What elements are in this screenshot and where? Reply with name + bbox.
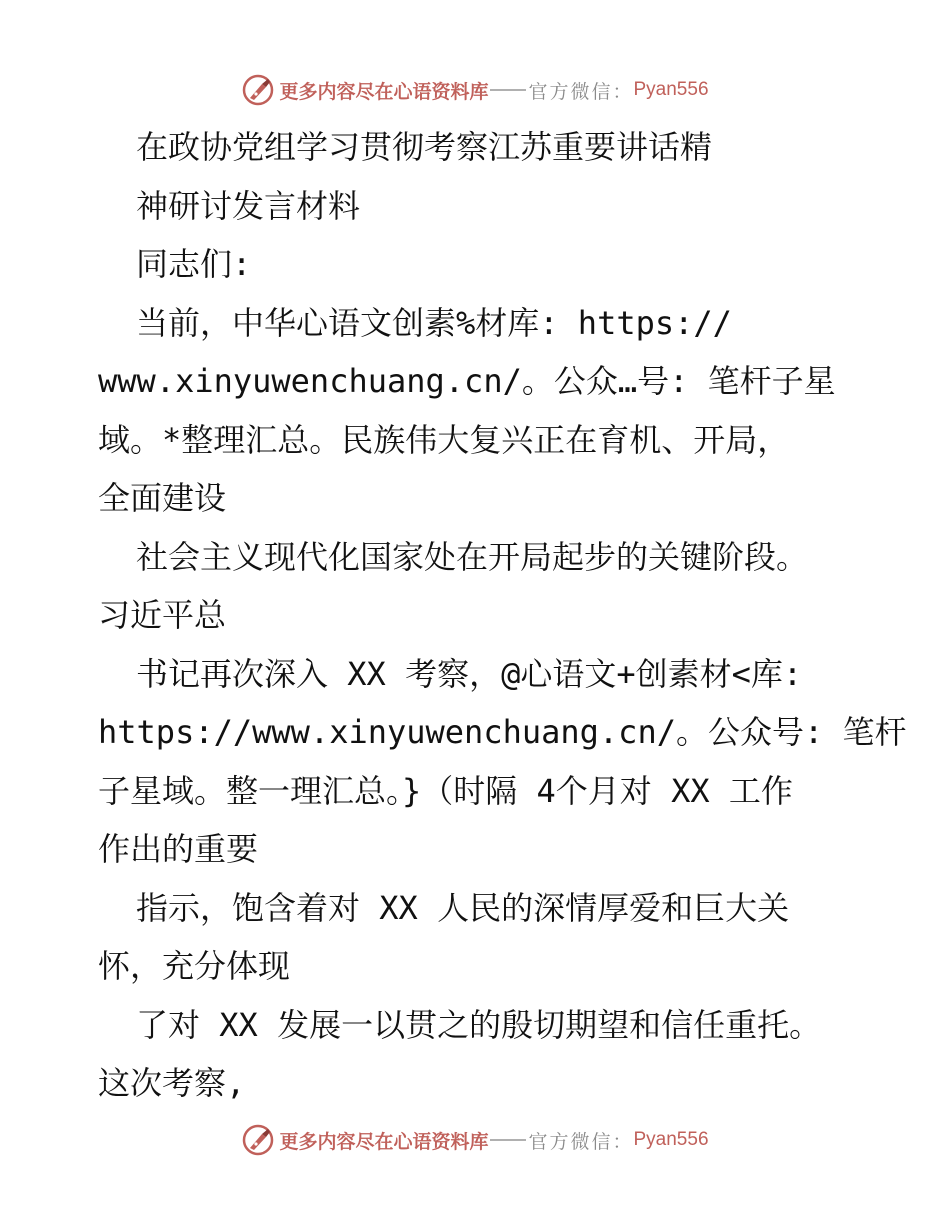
paragraph-line: 指示，饱含着对 XX 人民的深情厚爱和巨大关: [136, 888, 790, 927]
title-line-2: 神研讨发言材料: [136, 186, 361, 225]
document-body: [98, 118, 907, 1113]
paragraph-line: 社会主义现代化国家处在开局起步的关键阶段。: [136, 537, 809, 576]
watermark-site-text: 更多内容尽在心语资料库: [279, 80, 489, 103]
paragraph-line: https://www.xinyuwenchuang.cn/。公众号: 笔杆: [98, 713, 907, 751]
pen-nib-logo-icon: [241, 1123, 275, 1157]
paragraph-line: 了对 XX 发展一以贯之的殷切期望和信任重托。: [136, 1005, 822, 1044]
paragraph-line: www.xinyuwenchuang.cn/。公众…号: 笔杆子星: [98, 362, 836, 400]
pen-nib-logo-icon: [241, 73, 275, 107]
paragraph-line: 怀，充分体现: [98, 947, 291, 985]
header-watermark: [0, 70, 950, 110]
watermark-label: 官方微信：: [528, 80, 634, 103]
watermark-dash: [490, 89, 526, 91]
paragraph-line: 作出的重要: [98, 830, 259, 868]
title-line-1: 在政协党组学习贯彻考察江苏重要讲话精: [136, 128, 713, 166]
paragraph-line: 这次考察,: [98, 1064, 246, 1102]
watermark-dash: [490, 1139, 526, 1141]
watermark-id: Pyan556: [633, 1129, 709, 1150]
paragraph-line: 全面建设: [98, 479, 227, 517]
paragraph-line: 习近平总: [98, 596, 227, 634]
footer-watermark: [0, 1120, 950, 1160]
salutation: 同志们:: [136, 245, 252, 283]
paragraph-line: 书记再次深入 XX 考察，@心语文+创素材<库:: [136, 654, 803, 693]
paragraph-line: 域。*整理汇总。民族伟大复兴正在育机、开局，: [98, 420, 790, 459]
paragraph-line: 当前，中华心语文创素%材库: https://: [136, 303, 732, 342]
watermark-site-text: 更多内容尽在心语资料库: [279, 1130, 489, 1153]
watermark-label: 官方微信：: [528, 1130, 634, 1153]
watermark-id: Pyan556: [633, 79, 709, 100]
paragraph-line: 子星域。整一理汇总。}（时隔 4个月对 XX 工作: [98, 771, 793, 810]
